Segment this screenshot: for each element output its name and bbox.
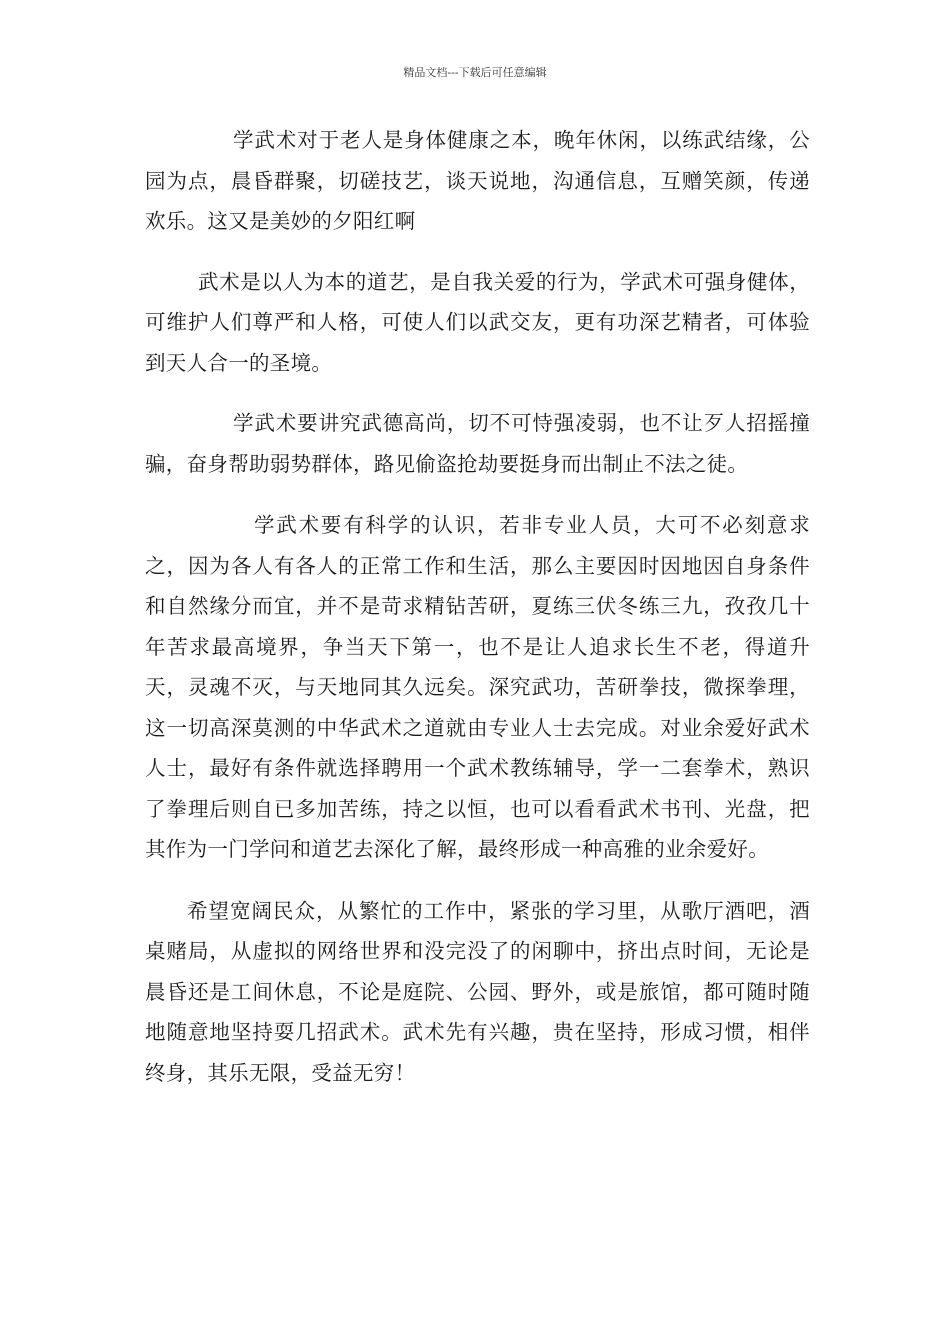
page-header: 精品文档---下载后可任意编辑 — [403, 66, 547, 79]
document-body — [145, 120, 810, 1093]
paragraph-people-oriented: 武术是以人为本的道艺，是自我关爱的行为，学武术可强身健体，可维护人们尊严和人格，可使人们以武交友，更有功深艺精者，可体验到天人合一的圣境。 — [145, 269, 810, 375]
paragraph-martial-ethics: 学武术要讲究武德高尚，切不可恃强凌弱，也不让歹人招摇撞骗，奋身帮助弱势群体，路见偷盗抢劫要挺身而出制止不法之徒。 — [145, 411, 810, 476]
paragraph-elderly-martial-arts: 学武术对于老人是身体健康之本，晚年休闲，以练武结缘，公园为点，晨昏群聚，切磋技艺，谈天说地，沟通信息，互赠笑颜，传递欢乐。这又是美妙的夕阳红啊 — [145, 128, 810, 233]
paragraph-scientific-understanding: 学武术要有科学的认识，若非专业人员，大可不必刻意求之，因为各人有各人的正常工作和生活，那么主要因时因地因自身条件和自然缘分而宜，并不是苛求精钻苦研，夏练三伏冬练三九，孜孜几十年苦求最高境界，争当天下第一，也不是让人追求长生不老，得道升天，灵魂不灭，与天地同其久远矣。深究武功，苦研拳技，微探拳理，这一切高深莫测的中华武术之道就由专业人士去完成。对业余爱好武术人士，最好有条件就选择聘用一个武术教练辅导，学一二套拳术，熟识了拳理后则自已多加苦练，持之以恒，也可以看看武术书刊、光盘，把其作为一门学问和道艺去深化了解，最终形成一种高雅的业余爱好。 — [145, 513, 810, 861]
paragraph-hope-for-public: 希望宽阔民众，从繁忙的工作中，紧张的学习里，从歌厅酒吧，酒桌赌局，从虚拟的网络世界和没完没了的闲聊中，挤出点时间，无论是晨昏还是工间休息，不论是庭院、公园、野外，或是旅馆，都可随时随地随意地坚持耍几招武术。武术先有兴趣，贵在坚持，形成习惯，相伴终身，其乐无限，受益无穷！ — [145, 898, 810, 1085]
